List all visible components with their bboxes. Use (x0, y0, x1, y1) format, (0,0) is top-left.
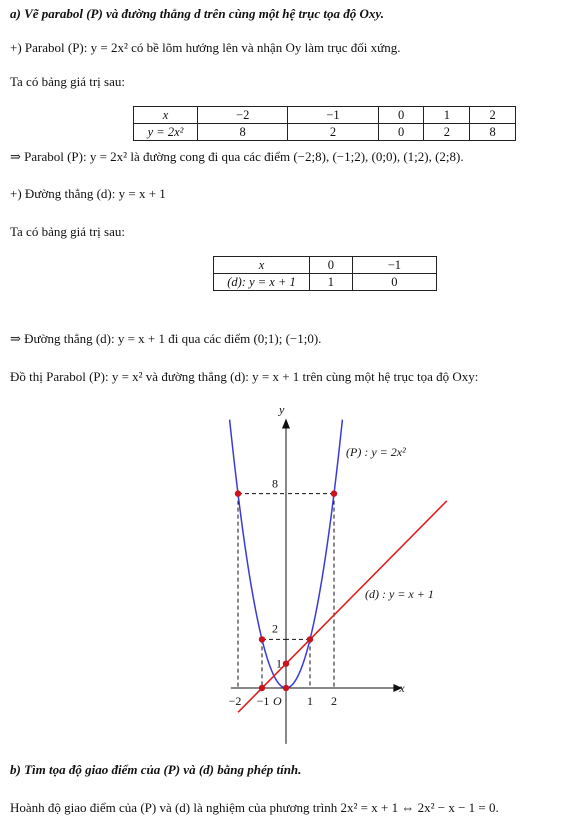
table-cell: x (134, 107, 198, 124)
data-point (235, 490, 241, 496)
data-point (283, 661, 289, 667)
value-table-line (213, 256, 437, 291)
x-tick-label: 1 (307, 694, 313, 708)
table-intro-1: Ta có bảng giá trị sau: (10, 74, 125, 89)
table-cell: 8 (198, 124, 288, 141)
y-tick-label: 8 (272, 476, 278, 491)
table-cell: 1 (424, 107, 470, 124)
parabola-intro: +) Parabol (P): y = 2x² có bề lõm hướng lên và nhận Oy làm trục đối xứng. (10, 40, 401, 55)
graph-caption: Đồ thị Parabol (P): y = x² và đường thẳng (d): y = x + 1 trên cùng một hệ trục tọa độ Oxy: (10, 369, 479, 384)
equation-line: Hoành độ giao điểm của (P) và (d) là nghiệm của phương trình 2x² = x + 1 ⇔ 2x² − x − 1 = 0. (10, 800, 499, 815)
table-row (214, 274, 437, 291)
table-cell: 0 (352, 274, 436, 291)
line-d (238, 501, 447, 712)
part-b-heading: b) Tìm tọa độ giao điểm của (P) và (d) bằng phép tính. (10, 762, 302, 777)
table-cell: x (214, 257, 310, 274)
table-cell: (d): y = x + 1 (214, 274, 310, 291)
table-cell: 8 (470, 124, 516, 141)
x-tick-label: −1 (256, 694, 270, 708)
x-tick-label: −2 (228, 694, 242, 708)
table-intro-2: Ta có bảng giá trị sau: (10, 224, 125, 239)
table-cell: 2 (424, 124, 470, 141)
table-cell: −1 (352, 257, 436, 274)
table-cell: 0 (378, 107, 424, 124)
line-intro: +) Đường thẳng (d): y = x + 1 (10, 186, 166, 201)
y-tick-label: 2 (272, 621, 278, 636)
table-row (134, 107, 516, 124)
data-point (283, 685, 289, 691)
part-a-heading: a) Vẽ parabol (P) và đường thẳng d trên cùng một hệ trục tọa độ Oxy. (10, 6, 384, 21)
table-cell: −2 (198, 107, 288, 124)
data-point (259, 685, 265, 691)
series-label-line: (d) : y = x + 1 (365, 587, 434, 601)
x-axis-label: x (399, 681, 405, 695)
y-axis-arrow (282, 419, 290, 429)
data-point (307, 636, 313, 642)
table-cell: y = 2x² (134, 124, 198, 141)
table-cell: 0 (378, 124, 424, 141)
origin-label: O (273, 694, 282, 708)
labels (229, 403, 434, 708)
table-cell: 2 (470, 107, 516, 124)
table-cell: 2 (288, 124, 378, 141)
value-table-parabola (133, 106, 516, 141)
table-cell: 0 (310, 257, 353, 274)
series-label-parabola: (P) : y = 2x² (346, 445, 406, 459)
parabola-points: ⇒ Parabol (P): y = 2x² là đường cong đi qua các điểm (−2;8), (−1;2), (0;0), (1;2), (2;8). (10, 149, 464, 164)
table-row (214, 257, 437, 274)
y-axis-label: y (279, 402, 285, 417)
table-cell: −1 (288, 107, 378, 124)
data-point (331, 490, 337, 496)
table-cell: 1 (310, 274, 353, 291)
data-point (259, 636, 265, 642)
graph (175, 398, 434, 748)
x-tick-label: 2 (331, 694, 337, 708)
y-tick-label: 1 (276, 656, 282, 671)
line-points: ⇒ Đường thẳng (d): y = x + 1 đi qua các điểm (0;1); (−1;0). (10, 331, 322, 346)
table-row (134, 124, 516, 141)
